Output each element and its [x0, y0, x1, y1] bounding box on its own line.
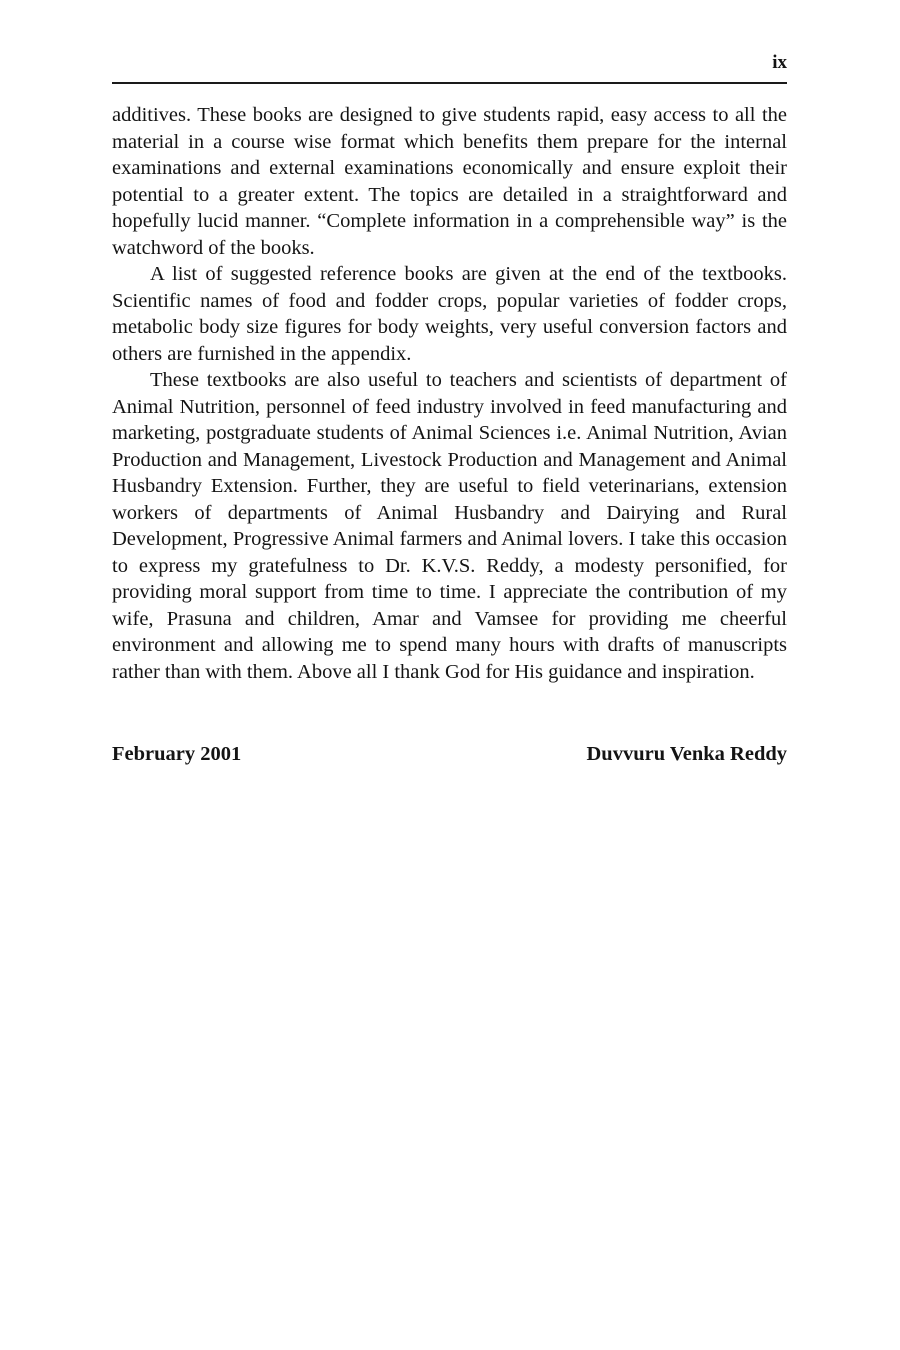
- signature-line: [112, 741, 787, 767]
- paragraph-3: These textbooks are also useful to teachers and scientists of department of Animal Nutrition, personnel of feed industry involved in feed manufacturing and marketing, postgraduate students of Animal Sciences i.e. Animal Nutrition, Avian Production and Management, Livestock Production and Management and Animal Husbandry Extension. Further, they are useful to field veterinarians, extension workers of departments of Animal Husbandry and Dairying and Rural Development, Progressive Animal farmers and Animal lovers. I take this occasion to express my gratefulness to Dr. K.V.S. Reddy, a modesty personified, for providing moral support from time to time. I appreciate the contribution of my wife, Prasuna and children, Amar and Vamsee for providing me cheerful environment and allowing me to spend many hours with drafts of manuscripts rather than with them. Above all I thank God for His guidance and inspiration.: [112, 369, 787, 683]
- paragraph-2: A list of suggested reference books are given at the end of the textbooks. Scientific names of food and fodder crops, popular varieties of fodder crops, metabolic body size figures for body weights, very useful conversion factors and others are furnished in the appendix.: [112, 263, 787, 365]
- preface-body: [112, 102, 787, 685]
- paragraph-1: additives. These books are designed to give students rapid, easy access to all the material in a course wise format which benefits them prepare for the internal examinations and external examinations economically and ensure exploit their potential to a greater extent. The topics are detailed in a straightforward and hopefully lucid manner. “Complete information in a comprehensible way” is the watchword of the books.: [112, 104, 787, 259]
- signature-author: Duvvuru Venka Reddy: [586, 743, 787, 765]
- signature-date: February 2001: [112, 743, 242, 765]
- page-number: ix: [772, 52, 787, 73]
- header-rule: [112, 82, 787, 84]
